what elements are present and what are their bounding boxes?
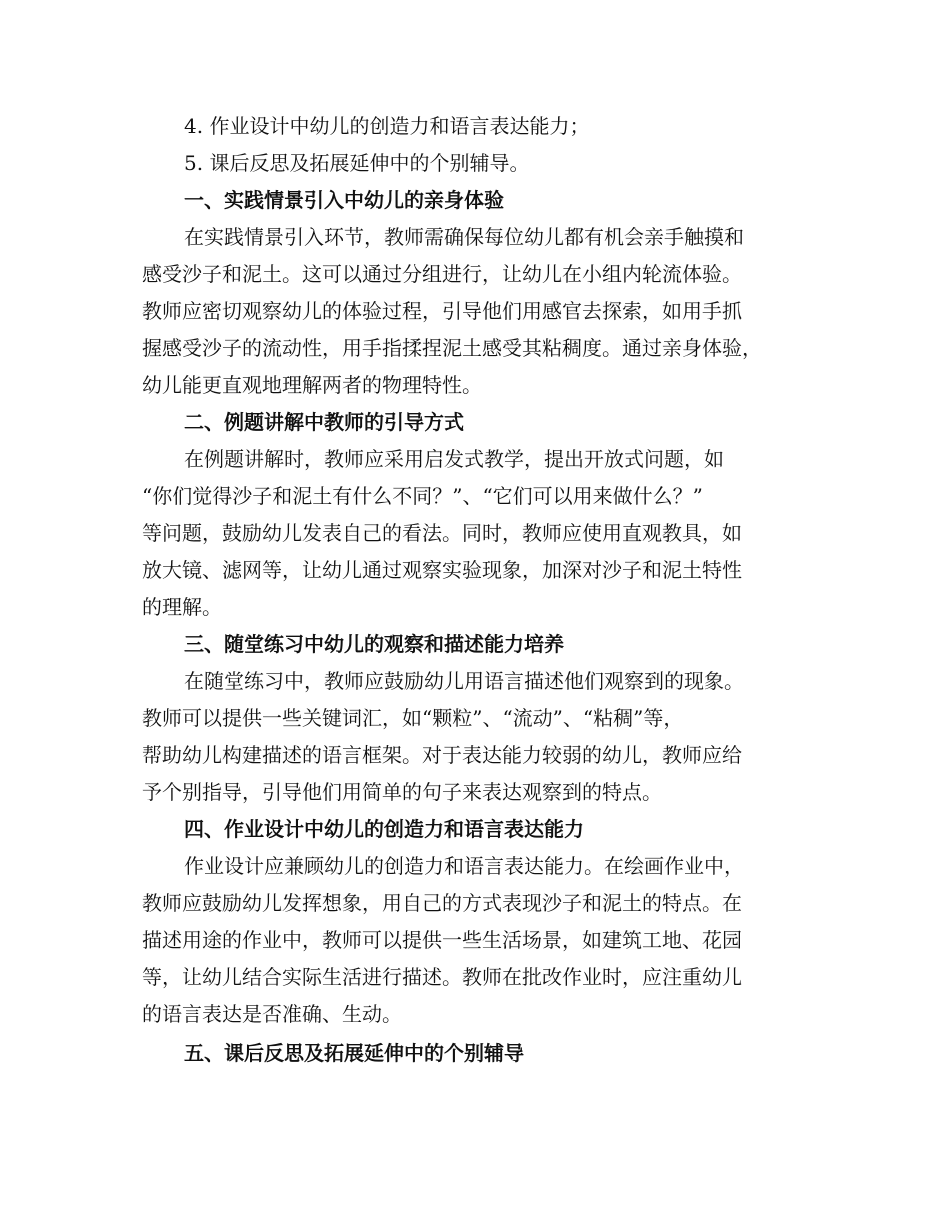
paragraph-line: 感受沙子和泥土。这可以通过分组进行，让幼儿在小组内轮流体验。 (142, 262, 742, 286)
paragraph-line: “你们觉得沙子和泥土有什么不同？”、“它们可以用来做什么？” (142, 484, 703, 508)
list-item-5: 5. 课后反思及拓展延伸中的个别辅导。 (184, 151, 530, 175)
list-item-4: 4. 作业设计中幼儿的创造力和语言表达能力； (184, 114, 590, 138)
paragraph-line: 幼儿能更直观地理解两者的物理特性。 (142, 373, 482, 397)
paragraph-line: 教师应鼓励幼儿发挥想象，用自己的方式表现沙子和泥土的特点。在 (142, 891, 742, 915)
paragraph-line: 教师可以提供一些关键词汇，如“颗粒”、“流动”、“粘稠”等， (142, 706, 684, 730)
section-heading-4: 四、作业设计中幼儿的创造力和语言表达能力 (184, 817, 584, 841)
section-heading-5: 五、课后反思及拓展延伸中的个别辅导 (184, 1041, 524, 1065)
section-heading-1: 一、实践情景引入中幼儿的亲身体验 (184, 188, 504, 212)
paragraph-line: 握感受沙子的流动性，用手指揉捏泥土感受其粘稠度。通过亲身体验， (142, 336, 762, 360)
section-heading-2: 二、例题讲解中教师的引导方式 (184, 410, 464, 434)
paragraph-line: 的语言表达是否准确、生动。 (142, 1002, 402, 1026)
paragraph-line: 放大镜、滤网等，让幼儿通过观察实验现象，加深对沙子和泥土特性 (142, 558, 742, 582)
paragraph-line: 作业设计应兼顾幼儿的创造力和语言表达能力。在绘画作业中， (184, 854, 744, 878)
paragraph-line: 予个别指导，引导他们用简单的句子来表达观察到的特点。 (142, 780, 662, 804)
paragraph-line: 的理解。 (142, 595, 222, 619)
paragraph-line: 帮助幼儿构建描述的语言框架。对于表达能力较弱的幼儿，教师应给 (142, 743, 742, 767)
section-heading-3: 三、随堂练习中幼儿的观察和描述能力培养 (184, 632, 564, 656)
paragraph-line: 等，让幼儿结合实际生活进行描述。教师在批改作业时，应注重幼儿 (142, 965, 742, 989)
paragraph-line: 在实践情景引入环节，教师需确保每位幼儿都有机会亲手触摸和 (184, 225, 744, 249)
paragraph-line: 在例题讲解时，教师应采用启发式教学，提出开放式问题，如 (184, 447, 724, 471)
paragraph-line: 在随堂练习中，教师应鼓励幼儿用语言描述他们观察到的现象。 (184, 669, 744, 693)
paragraph-line: 等问题，鼓励幼儿发表自己的看法。同时，教师应使用直观教具，如 (142, 521, 742, 545)
paragraph-line: 教师应密切观察幼儿的体验过程，引导他们用感官去探索，如用手抓 (142, 299, 742, 323)
paragraph-line: 描述用途的作业中，教师可以提供一些生活场景，如建筑工地、花园 (142, 928, 742, 952)
